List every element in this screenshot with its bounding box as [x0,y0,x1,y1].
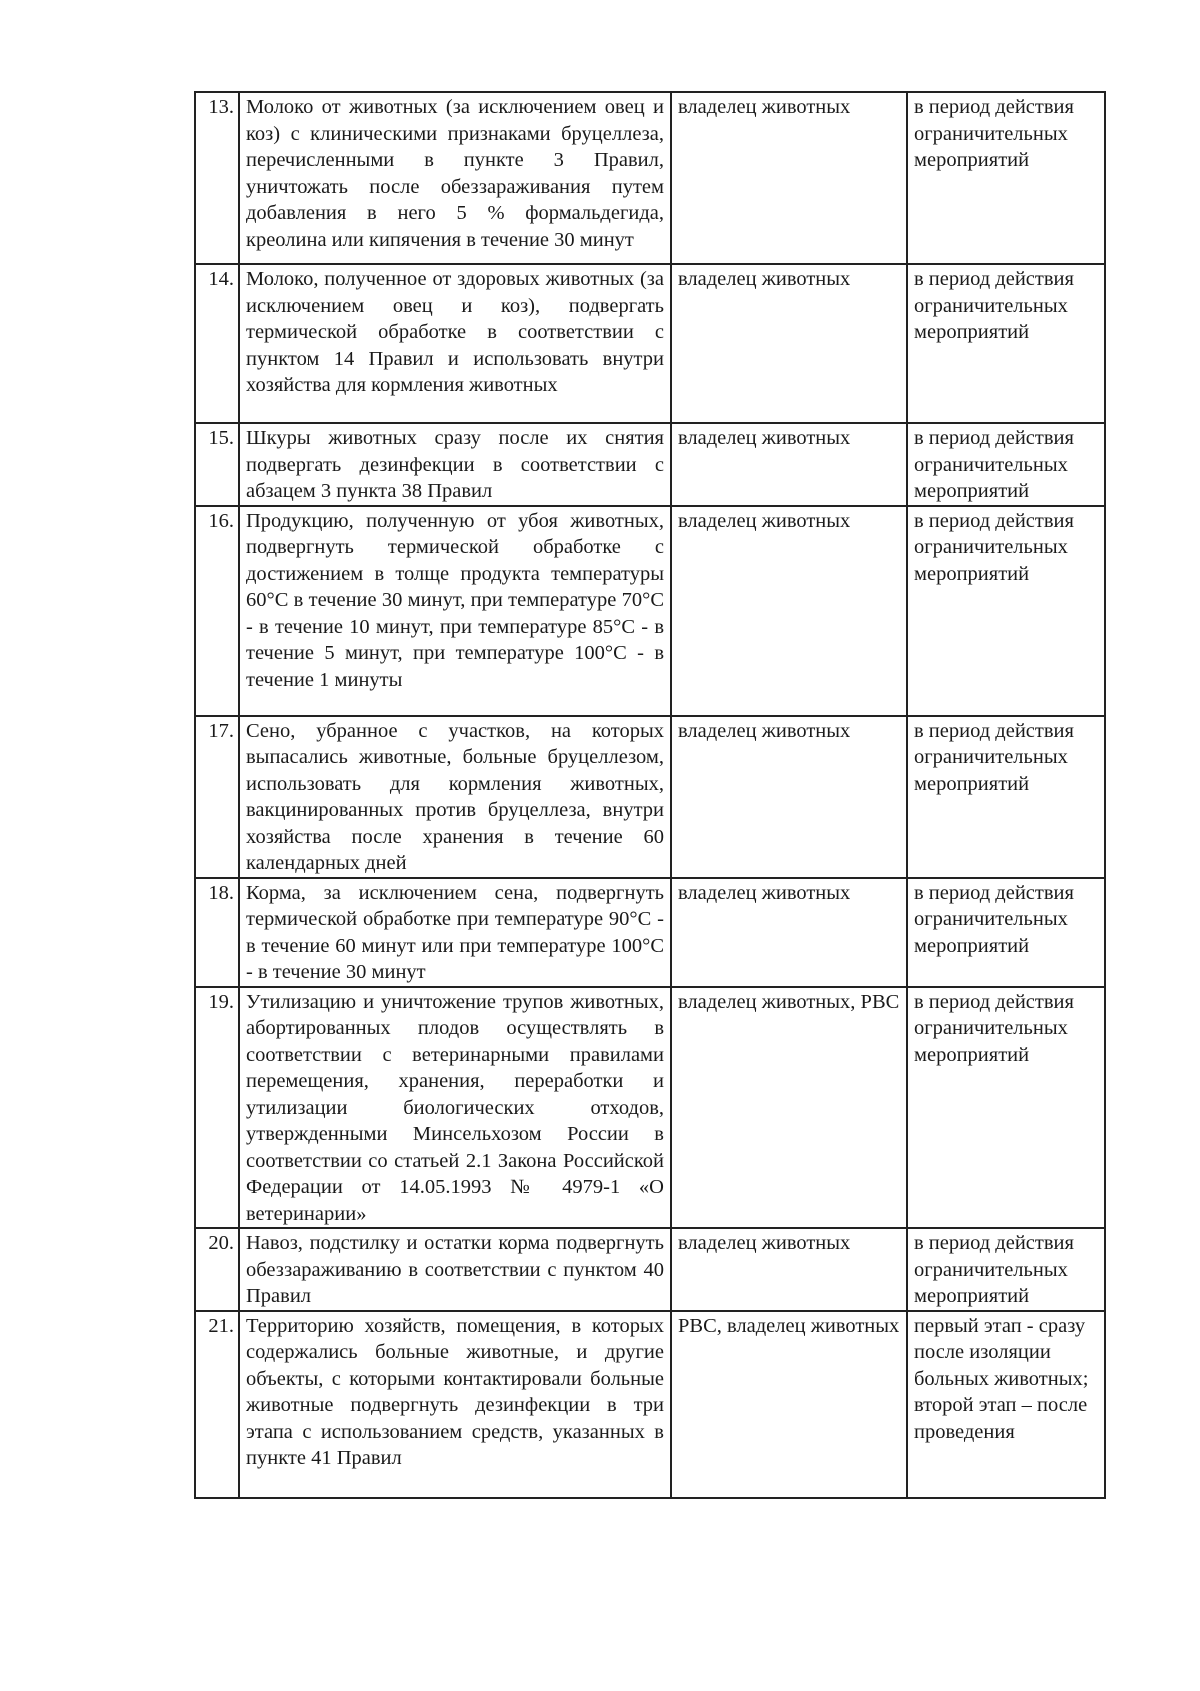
table-row [195,716,1105,878]
execution-term: в период действия ограничительных мероприятий [907,506,1105,716]
measure-description: Молоко от животных (за исключением овец и коз) с клиническими признаками бруцеллеза, перечисленными в пункте 3 Правил, уничтожать после обеззараживания путем добавления в него 5 % формальдегида, креолина или кипячения в течение 30 минут [239,92,671,264]
responsible-party: РВС, владелец животных [671,1311,907,1498]
row-number: 16. [195,506,239,716]
measure-description: Корма, за исключением сена, подвергнуть термической обработке при температуре 90°С - в течение 60 минут или при температуре 100°С - в течение 30 минут [239,878,671,987]
responsible-party: владелец животных [671,423,907,506]
responsible-party: владелец животных [671,716,907,878]
execution-term: в период действия ограничительных мероприятий [907,716,1105,878]
execution-term: в период действия ограничительных мероприятий [907,92,1105,264]
row-number: 21. [195,1311,239,1498]
execution-term: в период действия ограничительных мероприятий [907,264,1105,423]
row-number: 13. [195,92,239,264]
row-number: 17. [195,716,239,878]
row-number: 18. [195,878,239,987]
measure-description: Утилизацию и уничтожение трупов животных, абортированных плодов осуществлять в соответствии с ветеринарными правилами перемещения, хранения, переработки и утилизации биологических отходов, утвержденными Минсельхозом России в соответствии со статьей 2.1 Закона Российской Федерации от 14.05.1993 № 4979-1 «О ветеринарии» [239,987,671,1229]
table-row [195,92,1105,264]
row-number: 19. [195,987,239,1229]
measure-description: Сено, убранное с участков, на которых выпасались животные, больные бруцеллезом, использовать для кормления животных, вакцинированных против бруцеллеза, внутри хозяйства после хранения в течение 60 календарных дней [239,716,671,878]
responsible-party: владелец животных [671,264,907,423]
measure-description: Молоко, полученное от здоровых животных (за исключением овец и коз), подвергать термической обработке в соответствии с пунктом 14 Правил и использовать внутри хозяйства для кормления животных [239,264,671,423]
table-row [195,264,1105,423]
measure-description: Территорию хозяйств, помещения, в которых содержались больные животные, и другие объекты, с которыми контактировали больные животные подвергнуть дезинфекции в три этапа с использованием средств, указанных в пункте 41 Правил [239,1311,671,1498]
row-number: 15. [195,423,239,506]
table-row [195,423,1105,506]
measure-description: Продукцию, полученную от убоя животных, подвергнуть термической обработке с достижением в толще продукта температуры 60°С в течение 30 минут, при температуре 70°С - в течение 10 минут, при температуре 85°С - в течение 5 минут, при температуре 100°С - в течение 1 минуты [239,506,671,716]
responsible-party: владелец животных [671,1228,907,1311]
responsible-party: владелец животных [671,92,907,264]
table-row [195,1228,1105,1311]
table-row [195,878,1105,987]
measure-description: Навоз, подстилку и остатки корма подвергнуть обеззараживанию в соответствии с пунктом 40 Правил [239,1228,671,1311]
execution-term: в период действия ограничительных мероприятий [907,878,1105,987]
responsible-party: владелец животных, РВС [671,987,907,1229]
execution-term: в период действия ограничительных мероприятий [907,1228,1105,1311]
responsible-party: владелец животных [671,506,907,716]
table-row [195,506,1105,716]
table-row [195,987,1105,1229]
measure-description: Шкуры животных сразу после их снятия подвергать дезинфекции в соответствии с абзацем 3 пункта 38 Правил [239,423,671,506]
execution-term: в период действия ограничительных мероприятий [907,423,1105,506]
row-number: 14. [195,264,239,423]
measures-table [194,91,1106,1499]
execution-term: первый этап - сразу после изоляции больных животных; второй этап – после проведения [907,1311,1105,1498]
row-number: 20. [195,1228,239,1311]
execution-term: в период действия ограничительных мероприятий [907,987,1105,1229]
table-row [195,1311,1105,1498]
responsible-party: владелец животных [671,878,907,987]
